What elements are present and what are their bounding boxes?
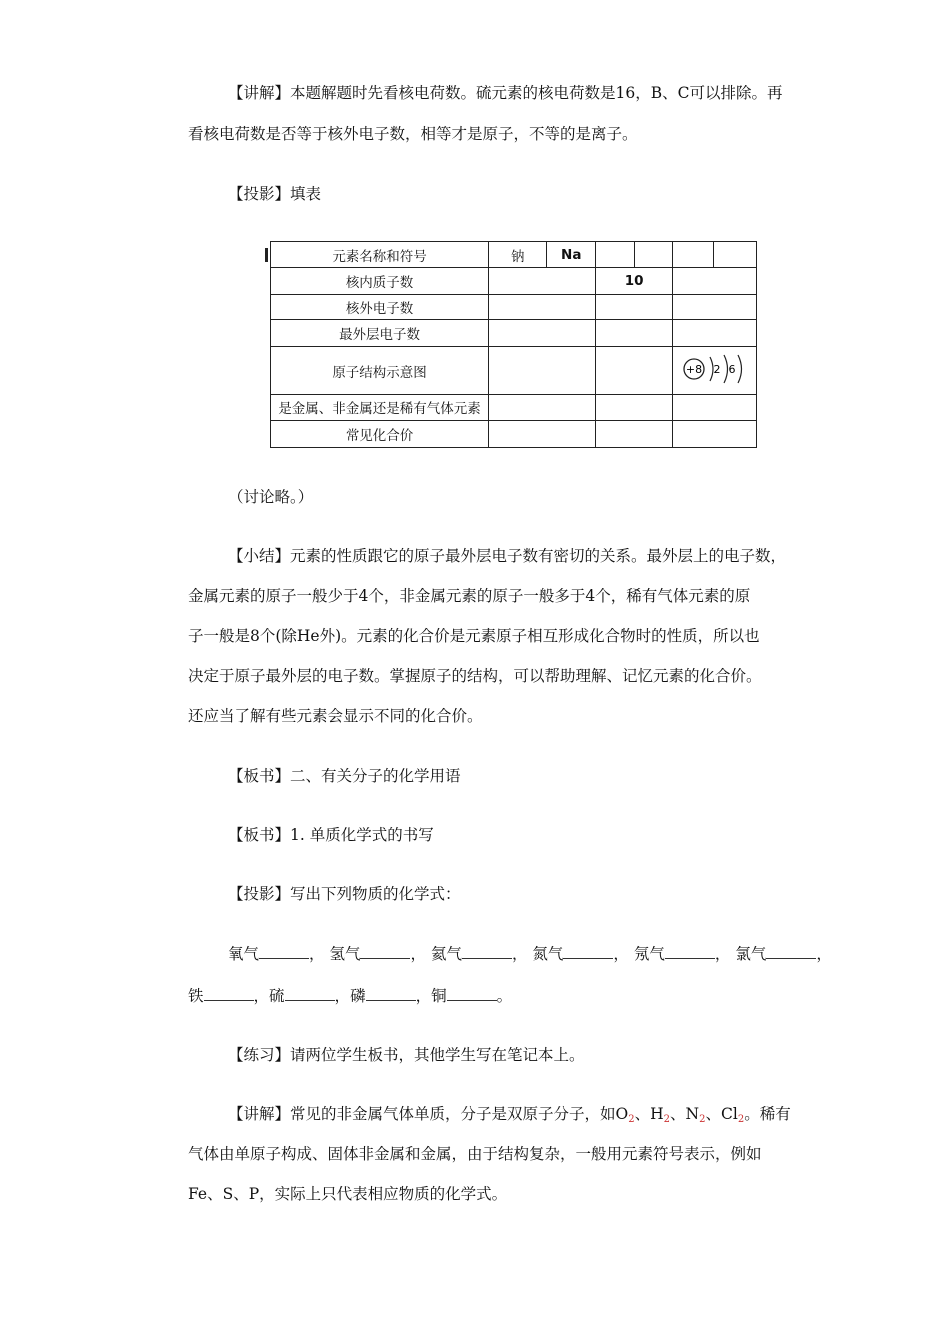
- table-edge-mark: [265, 248, 268, 262]
- table-cell: [596, 394, 673, 420]
- subscript: 2: [663, 1114, 671, 1125]
- subscript: 2: [737, 1114, 745, 1125]
- answer-blank[interactable]: [285, 986, 335, 1001]
- substance-chlorine: 氯气: [735, 945, 767, 963]
- answer-blank[interactable]: [204, 986, 254, 1001]
- lecture2-line3: Fe、S、P，实际上只代表相应物质的化学式。: [188, 1185, 508, 1203]
- row-label: 最外层电子数: [271, 320, 489, 347]
- lecture-paragraph-line1: 【讲解】本题解题时先看核电荷数。硫元素的核电荷数是16，B、C可以排除。再: [228, 84, 783, 102]
- row-label: 是金属、非金属还是稀有气体元素: [271, 394, 489, 420]
- formula-cl: Cl: [720, 1105, 738, 1123]
- separator: 、: [670, 1105, 686, 1123]
- table-cell: [489, 420, 596, 447]
- separator: 、: [634, 1105, 651, 1123]
- sodium-symbol-cell: Na: [547, 242, 596, 268]
- table-cell: [673, 320, 757, 347]
- atom-structure-diagram: [680, 351, 750, 387]
- summary-line4: 决定于原子最外层的电子数。掌握原子的结构，可以帮助理解、记忆元素的化合价。: [188, 667, 762, 685]
- comma: ，: [334, 987, 351, 1005]
- table-cell: [596, 347, 673, 394]
- lecture-paragraph-line2: 看核电荷数是否等于核外电子数，相等才是原子，不等的是离子。: [188, 125, 638, 143]
- shell1-electrons: 2: [713, 362, 721, 376]
- row-label: 核外电子数: [271, 295, 489, 320]
- comma: ，: [309, 945, 325, 963]
- table-cell: [489, 295, 596, 320]
- substances-line-1: [188, 937, 832, 971]
- board-heading-1: 【板书】二、有关分子的化学用语: [228, 767, 461, 785]
- table-cell: [596, 320, 673, 347]
- answer-blank[interactable]: [447, 986, 497, 1001]
- nucleus-charge: +8: [685, 362, 702, 376]
- atom-diagram-cell: [673, 347, 757, 394]
- substance-copper: 铜: [431, 987, 447, 1005]
- answer-blank[interactable]: [563, 944, 613, 959]
- substance-hydrogen: 氢气: [329, 945, 361, 963]
- table-cell: [596, 242, 635, 268]
- table-cell: [489, 347, 596, 394]
- practice-paragraph: 【练习】请两位学生板书，其他学生写在笔记本上。: [228, 1046, 585, 1064]
- subscript: 2: [699, 1114, 706, 1125]
- comma: ，: [613, 945, 629, 963]
- lecture2-text: 【讲解】常见的非金属气体单质，分子是双原子分子，如O: [228, 1105, 629, 1123]
- substances-line-2: [188, 979, 828, 1013]
- substance-nitrogen: 氮气: [532, 945, 564, 963]
- table-cell: [673, 420, 757, 447]
- summary-line5: 还应当了解有些元素会显示不同的化合价。: [188, 707, 483, 725]
- shell2-electrons: 6: [728, 362, 736, 376]
- comma: ，: [714, 945, 731, 963]
- element-table: [270, 241, 757, 448]
- shell-arc-3: [738, 355, 742, 383]
- comma: ，: [511, 945, 528, 963]
- lecture2-text-end: 。稀有: [744, 1105, 791, 1123]
- answer-blank[interactable]: [665, 944, 715, 959]
- proton-count-cell: 10: [596, 268, 673, 295]
- comma: ，: [253, 987, 270, 1005]
- substance-iron: 铁: [188, 987, 204, 1005]
- sodium-name-cell: 钠: [489, 242, 547, 268]
- board-heading-2: 【板书】1. 单质化学式的书写: [228, 826, 434, 844]
- discussion-note: （讨论略。）: [228, 488, 314, 506]
- summary-line3: 子一般是8个(除He外)。元素的化合价是元素原子相互形成化合物时的性质，所以也: [188, 627, 760, 645]
- summary-line2: 金属元素的原子一般少于4个，非金属元素的原子一般多于4个，稀有气体元素的原: [188, 587, 751, 605]
- table-cell: [489, 268, 596, 295]
- table-cell: [673, 295, 757, 320]
- row-label: 核内质子数: [271, 268, 489, 295]
- period: 。: [496, 987, 513, 1005]
- substance-sulfur: 硫: [269, 987, 285, 1005]
- projection-heading: 【投影】填表: [228, 185, 322, 203]
- table-cell: [596, 295, 673, 320]
- shell-arc-2: [724, 355, 728, 383]
- substance-oxygen: 氧气: [228, 945, 260, 963]
- answer-blank[interactable]: [462, 944, 512, 959]
- table-cell: [596, 420, 673, 447]
- answer-blank[interactable]: [259, 944, 309, 959]
- separator: 、: [705, 1105, 721, 1123]
- formula-h: H: [650, 1105, 664, 1123]
- substance-neon: 氖气: [633, 945, 665, 963]
- comma: ，: [816, 945, 832, 963]
- lecture2-line2: 气体由单原子构成、固体非金属和金属，由于结构复杂，一般用元素符号表示，例如: [188, 1145, 762, 1163]
- answer-blank[interactable]: [366, 986, 416, 1001]
- comma: ，: [415, 987, 432, 1005]
- substance-helium: 氦气: [430, 945, 462, 963]
- projection-heading-2: 【投影】写出下列物质的化学式：: [228, 885, 461, 903]
- substance-phosphorus: 磷: [350, 987, 366, 1005]
- table-cell: [673, 242, 714, 268]
- answer-blank[interactable]: [360, 944, 410, 959]
- lecture2-line1: [188, 1097, 828, 1137]
- formula-n: N: [685, 1105, 700, 1123]
- row-label: 常见化合价: [271, 420, 489, 447]
- table-cell: [714, 242, 757, 268]
- row-label: 元素名称和符号: [271, 242, 489, 268]
- table-cell: [673, 268, 757, 295]
- row-label: 原子结构示意图: [271, 347, 489, 394]
- table-cell: [634, 242, 673, 268]
- subscript: 2: [628, 1114, 635, 1125]
- table-cell: [489, 394, 596, 420]
- answer-blank[interactable]: [766, 944, 816, 959]
- comma: ，: [410, 945, 426, 963]
- table-cell: [673, 394, 757, 420]
- table-cell: [489, 320, 596, 347]
- summary-line1: 【小结】元素的性质跟它的原子最外层电子数有密切的关系。最外层上的电子数，: [228, 547, 787, 565]
